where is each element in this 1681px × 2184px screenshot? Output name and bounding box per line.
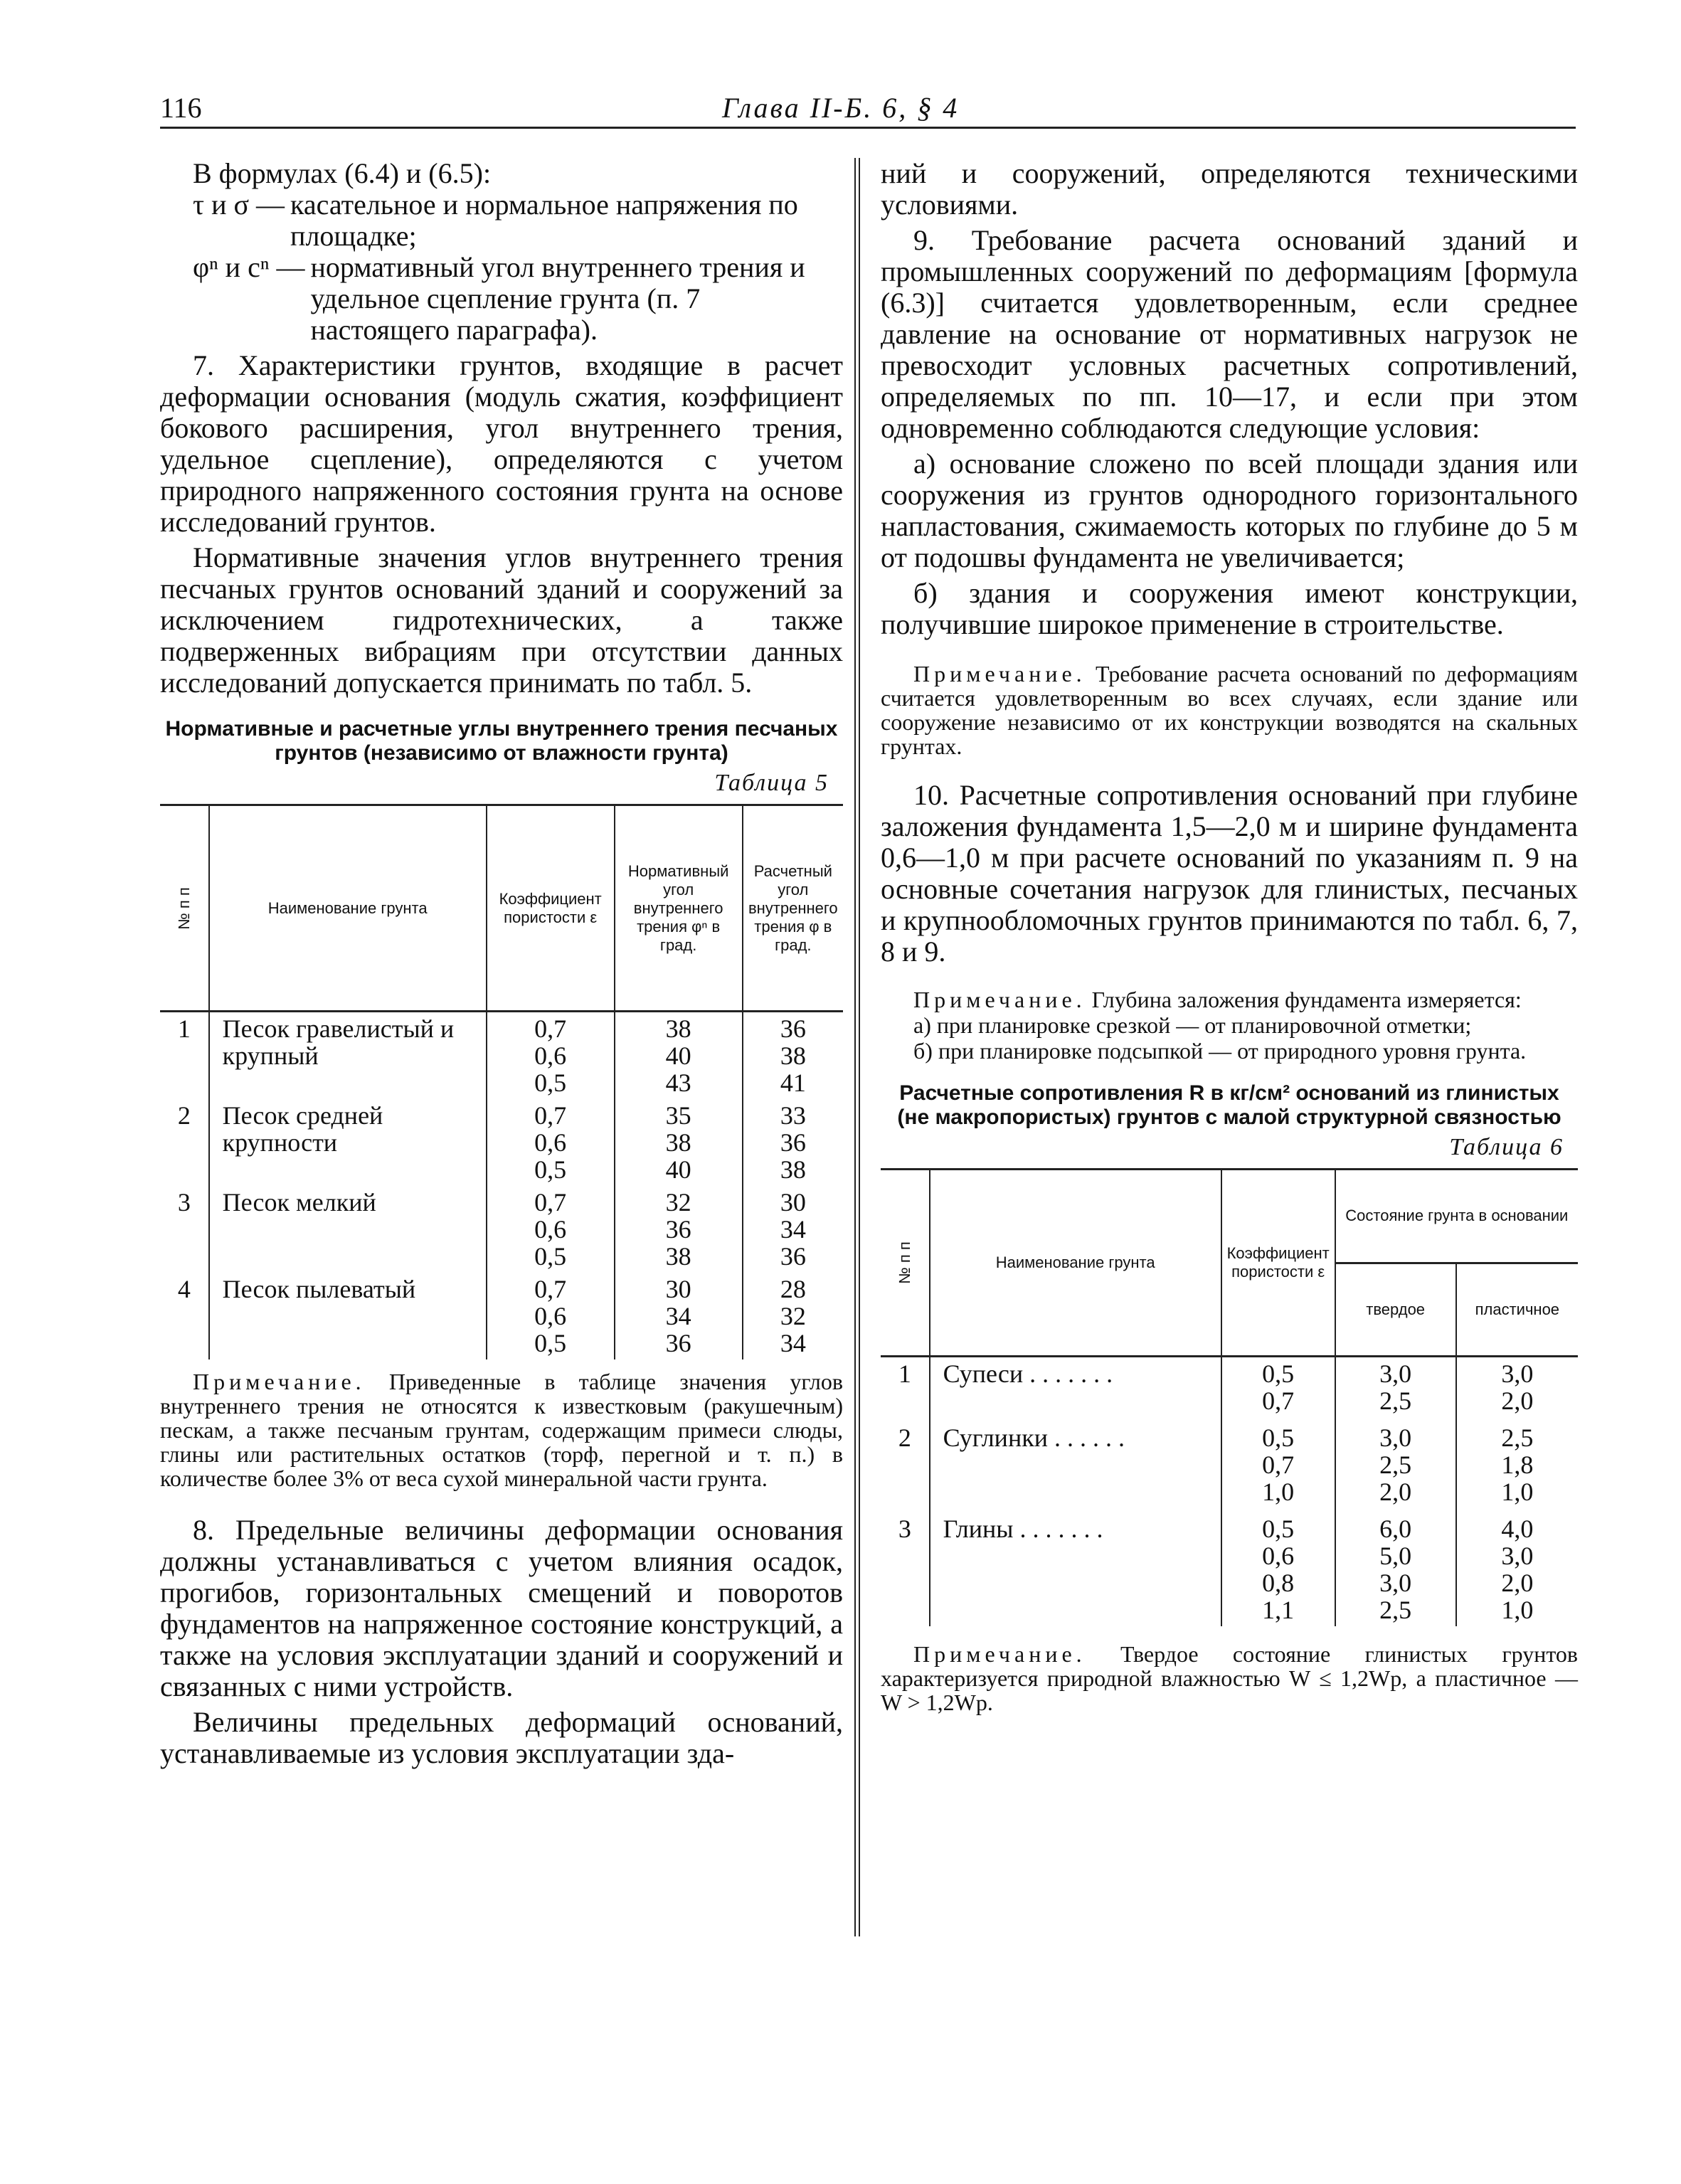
soil-name: Песок пылеватый bbox=[209, 1273, 487, 1359]
definition-symbol: τ и σ — bbox=[193, 189, 285, 221]
col-header-plastic: пластичное bbox=[1456, 1263, 1578, 1357]
calc-values: 36 38 41 bbox=[743, 1012, 843, 1100]
table-6 bbox=[881, 1168, 1578, 1626]
col-header-num: № п п bbox=[160, 805, 209, 1012]
col-header-solid: твердое bbox=[1335, 1263, 1456, 1357]
table-6-note bbox=[881, 1642, 1578, 1714]
row-number: 2 bbox=[177, 1101, 191, 1130]
row-number: 1 bbox=[898, 1359, 911, 1388]
table-row bbox=[881, 1417, 1578, 1508]
note-label: Примечание. bbox=[193, 1369, 366, 1394]
paragraph-10-note-a: а) при планировке срезкой — от планировочной отметки; bbox=[913, 1012, 1472, 1038]
table-5-note bbox=[160, 1369, 843, 1490]
col-header-coef: Коэффициент пористости ε bbox=[487, 805, 615, 1012]
coef-values: 0,7 0,6 0,5 bbox=[487, 1273, 615, 1359]
table-5-label: Таблица 5 bbox=[714, 770, 829, 796]
norm-values: 38 40 43 bbox=[615, 1012, 743, 1100]
solid-values: 3,0 2,5 bbox=[1335, 1357, 1456, 1418]
calc-values: 28 32 34 bbox=[743, 1273, 843, 1359]
col-header-num: № п п bbox=[881, 1170, 930, 1357]
table-row bbox=[881, 1508, 1578, 1626]
definition-text: касательное и нормальное напряжения по площадке; bbox=[290, 189, 798, 252]
coef-values: 0,7 0,6 0,5 bbox=[487, 1099, 615, 1186]
coef-values: 0,5 0,7 bbox=[1221, 1357, 1335, 1418]
coef-values: 0,7 0,6 0,5 bbox=[487, 1012, 615, 1100]
coef-values: 0,5 0,7 1,0 bbox=[1221, 1417, 1335, 1508]
note-label: Примечание. bbox=[913, 661, 1086, 687]
paragraph-9a: а) основание сложено по всей площади здания или сооружения из грунтов однородного горизонтального напластования, сжимаемость которых по глубине до 5 м от подошвы фундамента не увеличивается; bbox=[881, 447, 1578, 573]
plastic-values: 3,0 2,0 bbox=[1456, 1357, 1578, 1418]
table-row bbox=[160, 1186, 843, 1273]
row-number: 3 bbox=[177, 1188, 191, 1216]
paragraph-10: 10. Расчетные сопротивления оснований при глубине заложения фундамента 1,5—2,0 м и ширине фундамента 0,6—1,0 м при расчете оснований по указаниям п. 9 на основные сочетания нагрузок для глинистых, песчаных и крупнообломочных грунтов принимаются по табл. 6, 7, 8 и 9. bbox=[881, 779, 1578, 968]
note-label: Примечание. bbox=[913, 1641, 1086, 1667]
note-text: Твердое состояние глинистых грунтов характеризуется природной влажностью W ≤ 1,2Wр, а пластичное — W > 1,2Wр. bbox=[881, 1641, 1579, 1715]
coef-values: 0,5 0,6 0,8 1,1 bbox=[1221, 1508, 1335, 1626]
solid-values: 6,0 5,0 3,0 2,5 bbox=[1335, 1508, 1456, 1626]
definition-text: нормативный угол внутреннего трения и удельное сцепление грунта (п. 7 настоящего параграфа). bbox=[310, 251, 805, 346]
paragraph-9b: б) здания и сооружения имеют конструкции, получившие широкое применение в строительстве. bbox=[881, 577, 1578, 640]
note-label: Примечание. bbox=[913, 987, 1086, 1012]
solid-values: 3,0 2,5 2,0 bbox=[1335, 1417, 1456, 1508]
table-6-label: Таблица 6 bbox=[1449, 1134, 1564, 1160]
table-5-title: Нормативные и расчетные углы внутреннего трения песчаных грунтов (независимо от влажности грунта) bbox=[165, 717, 838, 765]
note-text: Приведенные в таблице значения углов внутреннего трения не относятся к известковым (ракушечным) пескам, а также песчаным грунтам, содержащим примеси слюды, глины или растительных остатков (торф, перегной и т. п.) в количестве более 3% от веса сухой минеральной части грунта. bbox=[160, 1369, 843, 1491]
col-header-norm: Нормативный угол внутреннего трения φⁿ в град. bbox=[615, 805, 743, 1012]
right-column bbox=[881, 158, 1578, 1714]
plastic-values: 4,0 3,0 2,0 1,0 bbox=[1456, 1508, 1578, 1626]
soil-name: Песок гравелистый и крупный bbox=[209, 1012, 487, 1100]
row-number: 1 bbox=[177, 1014, 191, 1043]
table-row bbox=[160, 1273, 843, 1359]
col-header-name: Наименование грунта bbox=[209, 805, 487, 1012]
row-number: 2 bbox=[898, 1424, 911, 1452]
running-head: Глава II-Б. 6, § 4 bbox=[722, 92, 960, 124]
table-row bbox=[160, 1012, 843, 1100]
row-number: 4 bbox=[177, 1275, 191, 1303]
note-text: Требование расчета оснований по деформациям считается удовлетворенным во всех случаях, если здание или сооружение независимо от их конструкции возводятся на скальных грунтах. bbox=[881, 661, 1579, 759]
plastic-values: 2,5 1,8 1,0 bbox=[1456, 1417, 1578, 1508]
paragraph-8b: Величины предельных деформаций оснований, устанавливаемые из условия эксплуатации зда- bbox=[160, 1706, 843, 1769]
calc-values: 33 36 38 bbox=[743, 1099, 843, 1186]
definition-tau-sigma bbox=[160, 189, 843, 252]
page-number: 116 bbox=[160, 92, 202, 124]
col-header-calc: Расчетный угол внутреннего трения φ в град. bbox=[743, 805, 843, 1012]
col-header-name: Наименование грунта bbox=[930, 1170, 1221, 1357]
soil-name: Супеси . . . . . . . bbox=[930, 1357, 1221, 1418]
paragraph-7: 7. Характеристики грунтов, входящие в расчет деформации основания (модуль сжатия, коэффициент бокового расширения, угол внутреннего трения, удельное сцепление), определяются с учетом природного напряженного состояния грунта на основе исследований грунтов. bbox=[160, 349, 843, 538]
definition-symbol: φⁿ и cⁿ — bbox=[193, 251, 305, 283]
paragraph-9: 9. Требование расчета оснований зданий и промышленных сооружений по деформациям [формула (6.3)] считается удовлетворенным, если среднее давление на основание от нормативных нагрузок не превосходит условных расчетных сопротивлений, определяемых по пп. 10—17, и если при этом одновременно соблюдаются следующие условия: bbox=[881, 224, 1578, 444]
paragraph-7b: Нормативные значения углов внутреннего трения песчаных грунтов оснований зданий и сооружений за исключением гидротехнических, а также подверженных вибрациям при отсутствии данных исследований допускается принимать по табл. 5. bbox=[160, 541, 843, 699]
note-text: Глубина заложения фундамента измеряется: bbox=[1091, 987, 1522, 1012]
page-header bbox=[160, 88, 1576, 129]
formula-intro: В формулах (6.4) и (6.5): bbox=[193, 157, 492, 189]
soil-name: Суглинки . . . . . . bbox=[930, 1417, 1221, 1508]
norm-values: 32 36 38 bbox=[615, 1186, 743, 1273]
table-row bbox=[160, 1099, 843, 1186]
continuation-text: ний и сооружений, определяются техническими условиями. bbox=[881, 157, 1578, 221]
table-5 bbox=[160, 804, 843, 1359]
paragraph-10-note bbox=[881, 987, 1578, 1012]
norm-values: 30 34 36 bbox=[615, 1273, 743, 1359]
table-row bbox=[881, 1357, 1578, 1418]
column-divider bbox=[854, 158, 860, 1936]
paragraph-10-note-b: б) при планировке подсыпкой — от природного уровня грунта. bbox=[913, 1038, 1527, 1064]
definition-phi-c bbox=[160, 252, 843, 346]
calc-values: 30 34 36 bbox=[743, 1186, 843, 1273]
soil-name: Глины . . . . . . . bbox=[930, 1508, 1221, 1626]
soil-name: Песок мелкий bbox=[209, 1186, 487, 1273]
col-header-state: Состояние грунта в основании bbox=[1335, 1170, 1578, 1263]
left-column bbox=[160, 158, 843, 1769]
coef-values: 0,7 0,6 0,5 bbox=[487, 1186, 615, 1273]
col-header-coef: Коэффициент пористости ε bbox=[1221, 1170, 1335, 1357]
norm-values: 35 38 40 bbox=[615, 1099, 743, 1186]
paragraph-8: 8. Предельные величины деформации основания должны устанавливаться с учетом влияния осадок, прогибов, горизонтальных смещений и поворотов фундаментов на напряженное состояние конструкций, а также на условия эксплуатации зданий и сооружений и связанных с ними устройств. bbox=[160, 1514, 843, 1702]
row-number: 3 bbox=[898, 1515, 911, 1543]
table-6-title: Расчетные сопротивления R в кг/см² оснований из глинистых (не макропористых) грунтов с малой структурной связностью bbox=[897, 1081, 1561, 1129]
paragraph-9-note bbox=[881, 662, 1578, 758]
soil-name: Песок средней крупности bbox=[209, 1099, 487, 1186]
